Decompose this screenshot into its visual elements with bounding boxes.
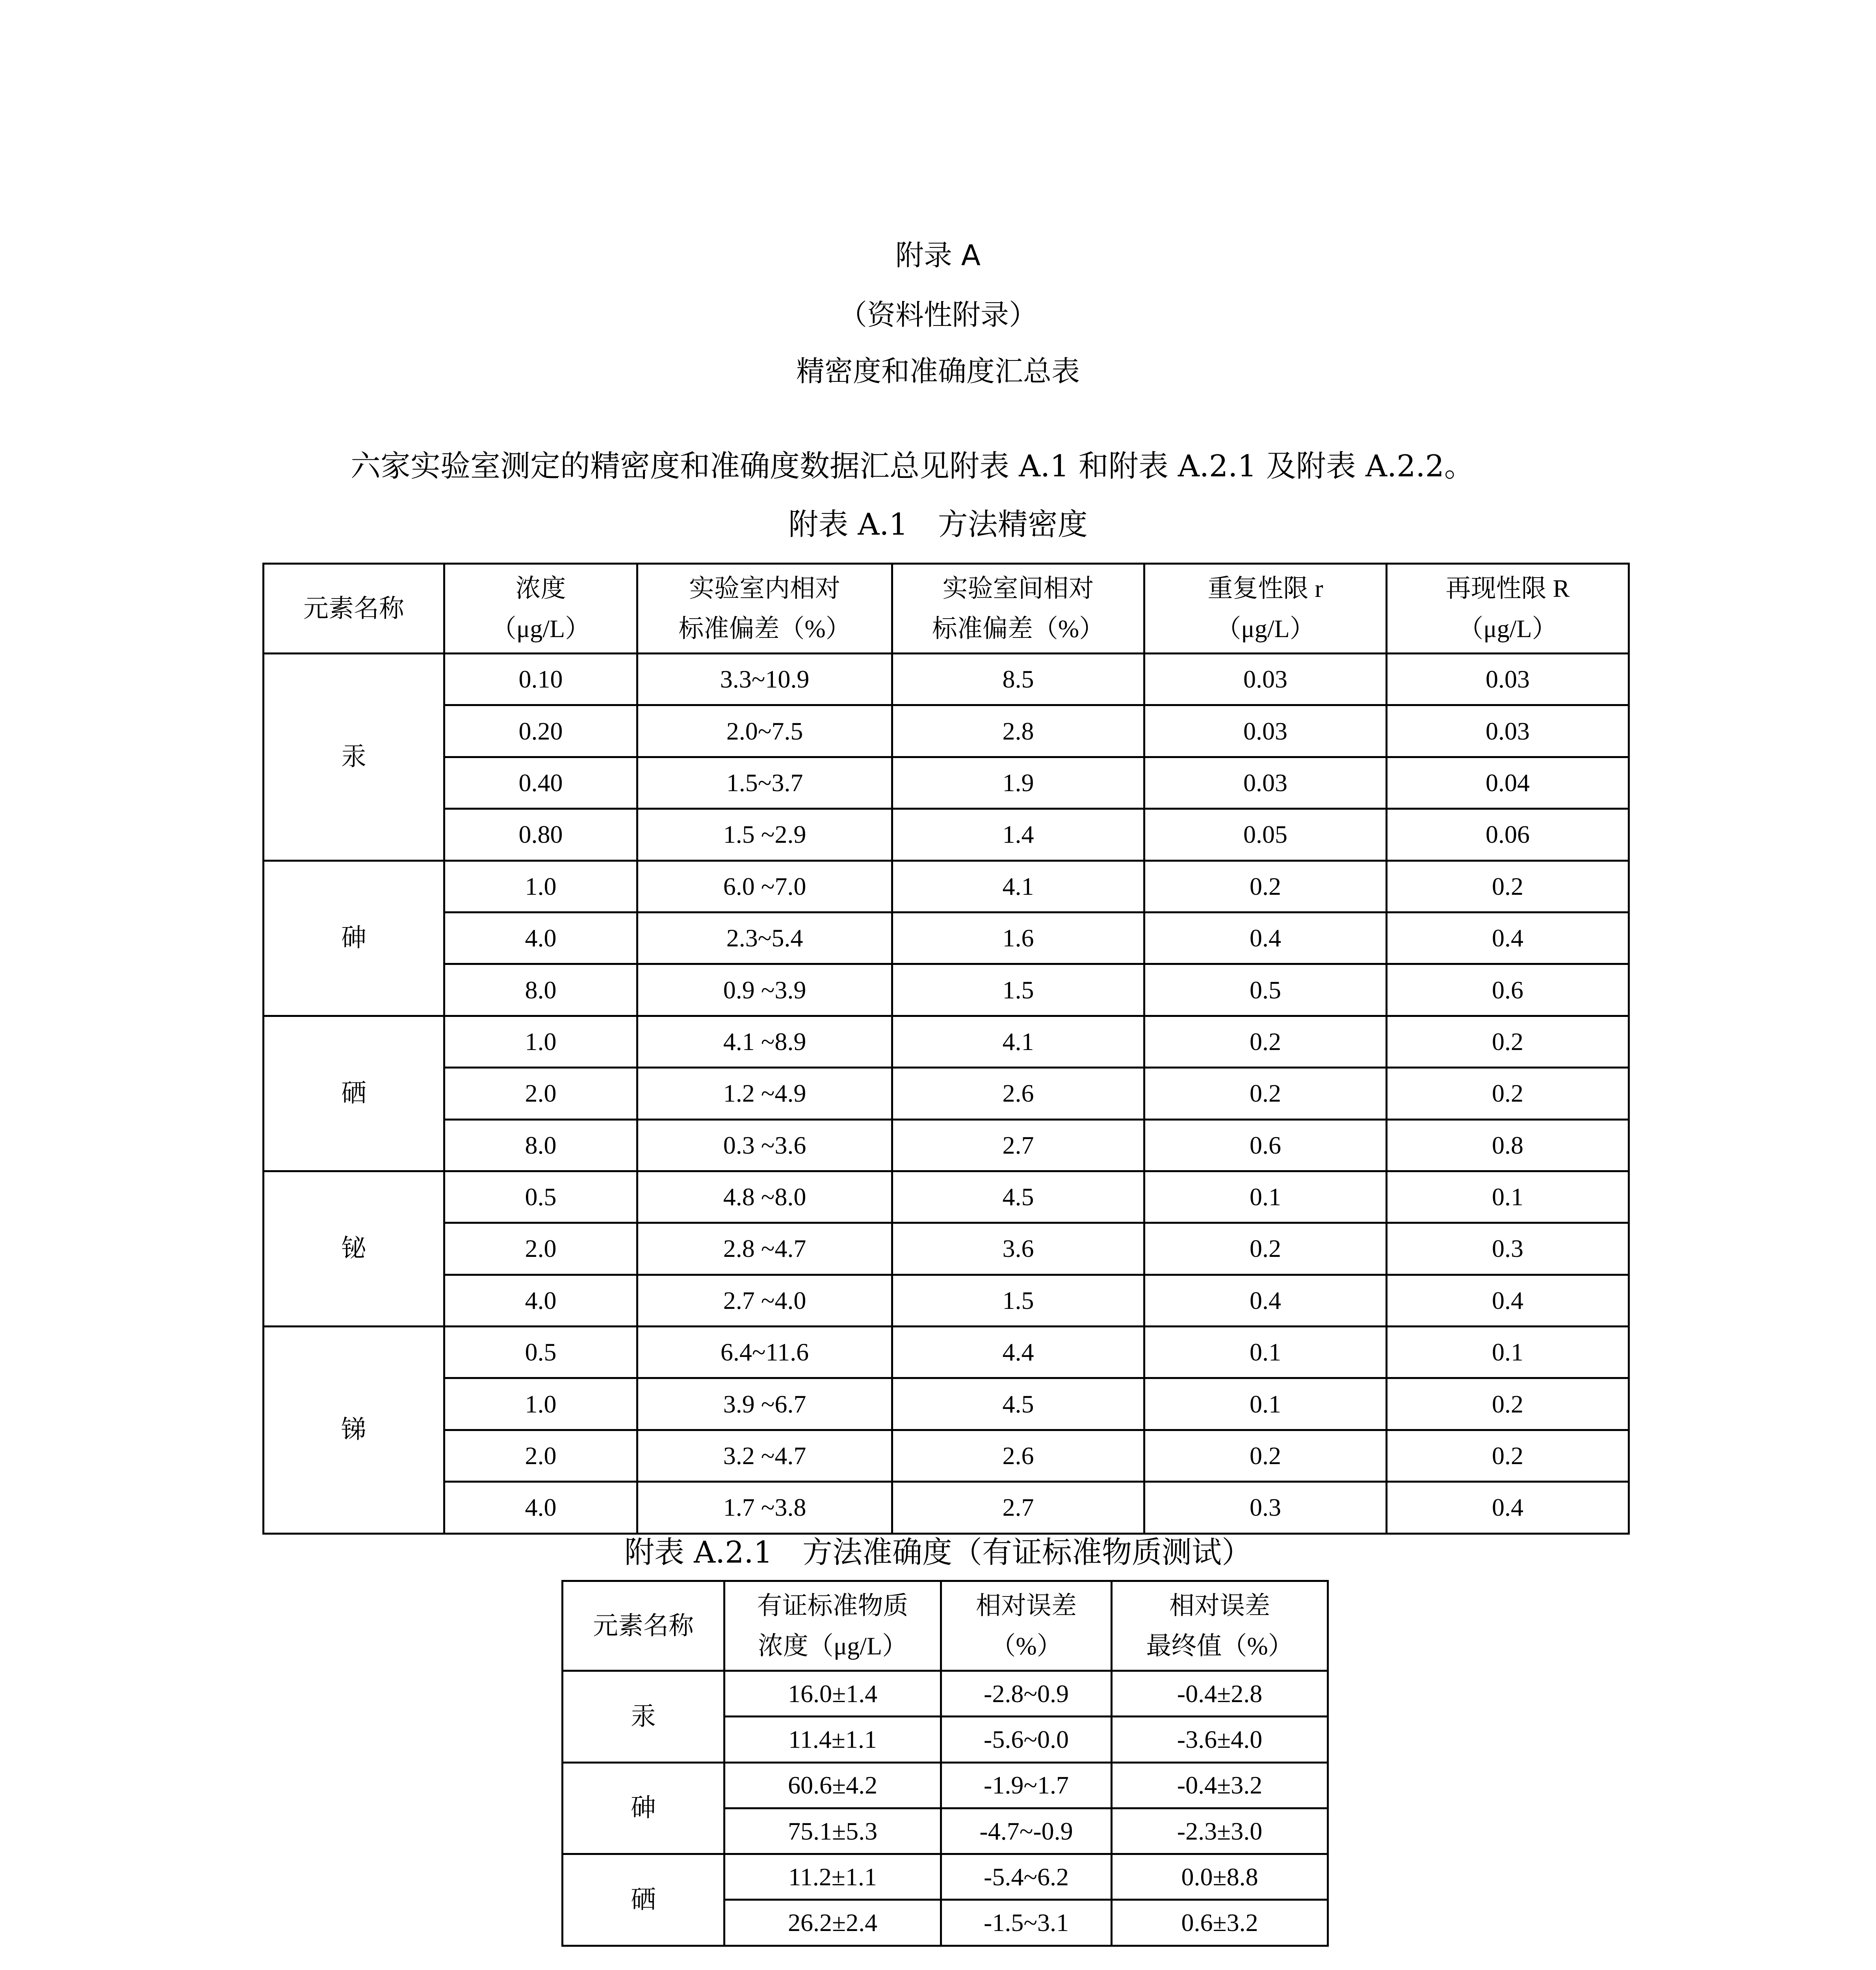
table-cell: 0.2: [1144, 1016, 1387, 1067]
table-cell: 11.2±1.1: [724, 1854, 941, 1900]
table-cell: 0.4: [1144, 912, 1387, 964]
table-cell: 0.3: [1144, 1482, 1387, 1533]
table-cell: 0.1: [1144, 1171, 1387, 1223]
table-cell: 3.6: [892, 1223, 1144, 1275]
table-cell: 0.10: [444, 654, 637, 705]
table-cell: 1.6: [892, 912, 1144, 964]
column-header-line: 相对误差: [976, 1591, 1077, 1620]
table-row: [264, 860, 1629, 912]
element-name-cell: 硒: [264, 1016, 444, 1171]
table-cell: 0.03: [1144, 757, 1387, 808]
table-cell: -1.9~1.7: [941, 1762, 1112, 1808]
column-header-line: （μg/L）: [1216, 614, 1315, 643]
table-row: [264, 809, 1629, 860]
table-header-row: [264, 564, 1629, 654]
table-a21-caption: 附表 A.2.1 方法准确度（有证标准物质测试）: [624, 1535, 1252, 1570]
table-cell: 2.0: [444, 1068, 637, 1119]
table-cell: 1.0: [444, 1016, 637, 1067]
column-header: [563, 1581, 724, 1671]
table-cell: 2.3~5.4: [637, 912, 892, 964]
table-cell: -5.4~6.2: [941, 1854, 1112, 1900]
table-cell: 1.5: [892, 964, 1144, 1016]
column-header-line: 相对误差: [1169, 1591, 1270, 1620]
table-row: [264, 1327, 1629, 1378]
table-cell: 0.1: [1144, 1378, 1387, 1430]
table-cell: 4.4: [892, 1327, 1144, 1378]
column-header: [892, 564, 1144, 654]
precision-table: [262, 563, 1630, 1535]
element-name-cell: 砷: [264, 860, 444, 1016]
column-header-line: 标准偏差（%）: [932, 614, 1105, 643]
element-name-cell: 铋: [264, 1171, 444, 1326]
table-cell: 2.0: [444, 1223, 637, 1275]
column-header-line: 有证标准物质: [757, 1591, 908, 1620]
table-cell: 8.5: [892, 654, 1144, 705]
table-a1-caption: 附表 A.1 方法精密度: [788, 507, 1088, 542]
table-cell: 1.7 ~3.8: [637, 1482, 892, 1533]
table-cell: 0.80: [444, 809, 637, 860]
element-name-cell: 汞: [563, 1671, 724, 1763]
element-name-cell: 汞: [264, 654, 444, 861]
table-cell: 0.04: [1387, 757, 1629, 808]
table-row: [264, 1068, 1629, 1119]
table-cell: 2.6: [892, 1068, 1144, 1119]
table-cell: 4.0: [444, 912, 637, 964]
table-cell: 11.4±1.1: [724, 1717, 941, 1762]
table-cell: 0.2: [1387, 1068, 1629, 1119]
table-cell: 2.7 ~4.0: [637, 1275, 892, 1326]
table-cell: 4.0: [444, 1482, 637, 1533]
appendix-title: 附录 A: [895, 239, 981, 272]
element-name-cell: 砷: [563, 1762, 724, 1854]
table-cell: 4.5: [892, 1378, 1144, 1430]
table-cell: 0.40: [444, 757, 637, 808]
table-cell: -2.8~0.9: [941, 1671, 1112, 1717]
column-header: [1112, 1581, 1328, 1671]
table-cell: 2.7: [892, 1482, 1144, 1533]
table-cell: 0.2: [1144, 860, 1387, 912]
table-row: [264, 1275, 1629, 1326]
table-cell: 0.2: [1144, 1430, 1387, 1481]
table-row: [264, 1171, 1629, 1223]
column-header: [444, 564, 637, 654]
table-cell: 0.03: [1144, 705, 1387, 757]
table-cell: 8.0: [444, 964, 637, 1016]
table-cell: 1.4: [892, 809, 1144, 860]
table-cell: 4.0: [444, 1275, 637, 1326]
table-cell: 6.0 ~7.0: [637, 860, 892, 912]
table-row: [264, 1223, 1629, 1275]
table-cell: 0.5: [444, 1327, 637, 1378]
table-cell: 0.5: [1144, 964, 1387, 1016]
table-cell: 0.1: [1387, 1171, 1629, 1223]
table-cell: 1.5: [892, 1275, 1144, 1326]
table-cell: 0.6: [1387, 964, 1629, 1016]
table-cell: -1.5~3.1: [941, 1900, 1112, 1946]
table-cell: 1.0: [444, 860, 637, 912]
table-row: [264, 757, 1629, 808]
table-row: [563, 1671, 1328, 1717]
table-cell: 4.1: [892, 1016, 1144, 1067]
table-row: [264, 912, 1629, 964]
table-cell: 3.9 ~6.7: [637, 1378, 892, 1430]
table-cell: 75.1±5.3: [724, 1808, 941, 1854]
table-row: [563, 1854, 1328, 1900]
intro-paragraph: 六家实验室测定的精密度和准确度数据汇总见附表 A.1 和附表 A.2.1 及附表 A.2.2。: [351, 448, 1475, 483]
column-header-line: 重复性限 r: [1207, 574, 1323, 602]
table-cell: 0.2: [1387, 1378, 1629, 1430]
table-cell: 0.2: [1387, 1016, 1629, 1067]
table-cell: 0.2: [1144, 1068, 1387, 1119]
table-cell: 0.06: [1387, 809, 1629, 860]
table-cell: 0.4: [1387, 1482, 1629, 1533]
column-header-line: （μg/L）: [491, 614, 591, 643]
column-header-line: 最终值（%）: [1146, 1632, 1293, 1660]
table-cell: 0.4: [1387, 912, 1629, 964]
column-header: [724, 1581, 941, 1671]
table-cell: 1.0: [444, 1378, 637, 1430]
column-header-line: 浓度（μg/L）: [758, 1632, 908, 1660]
table-cell: 2.6: [892, 1430, 1144, 1481]
table-cell: 0.4: [1144, 1275, 1387, 1326]
column-header: [264, 564, 444, 654]
table-cell: -5.6~0.0: [941, 1717, 1112, 1762]
table-header-row: [563, 1581, 1328, 1671]
table-cell: 3.2 ~4.7: [637, 1430, 892, 1481]
table-cell: 0.20: [444, 705, 637, 757]
table-cell: -2.3±3.0: [1112, 1808, 1328, 1854]
column-header: [941, 1581, 1112, 1671]
table-row: [264, 1016, 1629, 1067]
table-cell: 0.2: [1387, 1430, 1629, 1481]
table-cell: 8.0: [444, 1119, 637, 1171]
column-header-line: 元素名称: [593, 1611, 694, 1640]
table-row: [264, 1119, 1629, 1171]
table-cell: 60.6±4.2: [724, 1762, 941, 1808]
table-cell: 0.03: [1387, 705, 1629, 757]
table-row: [264, 1482, 1629, 1533]
column-header: [1387, 564, 1629, 654]
table-cell: 0.3 ~3.6: [637, 1119, 892, 1171]
table-cell: 2.0~7.5: [637, 705, 892, 757]
column-header-line: 实验室间相对: [942, 574, 1094, 602]
table-row: [264, 654, 1629, 705]
table-cell: 0.4: [1387, 1275, 1629, 1326]
table-cell: 16.0±1.4: [724, 1671, 941, 1717]
table-cell: 1.9: [892, 757, 1144, 808]
appendix-subtitle: 精密度和准确度汇总表: [796, 355, 1080, 388]
table-cell: -0.4±3.2: [1112, 1762, 1328, 1808]
table-row: [563, 1762, 1328, 1808]
table-cell: 0.05: [1144, 809, 1387, 860]
column-header-line: （μg/L）: [1458, 614, 1557, 643]
column-header-line: 实验室内相对: [689, 574, 840, 602]
table-cell: 1.2 ~4.9: [637, 1068, 892, 1119]
table-cell: 4.8 ~8.0: [637, 1171, 892, 1223]
crm-accuracy-table: [561, 1580, 1329, 1947]
table-cell: 2.7: [892, 1119, 1144, 1171]
table-cell: 2.8: [892, 705, 1144, 757]
table-cell: 3.3~10.9: [637, 654, 892, 705]
column-header-line: 再现性限 R: [1445, 574, 1570, 602]
table-cell: 4.1 ~8.9: [637, 1016, 892, 1067]
table-cell: 0.03: [1387, 654, 1629, 705]
table-cell: 1.5~3.7: [637, 757, 892, 808]
column-header-line: 标准偏差（%）: [678, 614, 851, 643]
table-cell: 26.2±2.4: [724, 1900, 941, 1946]
table-cell: 0.2: [1387, 860, 1629, 912]
column-header-line: （%）: [990, 1632, 1062, 1660]
table-cell: 0.9 ~3.9: [637, 964, 892, 1016]
table-cell: 6.4~11.6: [637, 1327, 892, 1378]
table-cell: 0.2: [1144, 1223, 1387, 1275]
table-cell: 0.03: [1144, 654, 1387, 705]
table-cell: 2.0: [444, 1430, 637, 1481]
element-name-cell: 锑: [264, 1327, 444, 1534]
table-cell: -3.6±4.0: [1112, 1717, 1328, 1762]
table-cell: 0.1: [1144, 1327, 1387, 1378]
table-cell: 2.8 ~4.7: [637, 1223, 892, 1275]
table-cell: 0.5: [444, 1171, 637, 1223]
table-row: [264, 1378, 1629, 1430]
table-cell: 0.3: [1387, 1223, 1629, 1275]
column-header: [1144, 564, 1387, 654]
table-cell: -4.7~-0.9: [941, 1808, 1112, 1854]
table-cell: 4.5: [892, 1171, 1144, 1223]
table-cell: 0.0±8.8: [1112, 1854, 1328, 1900]
table-cell: 1.5 ~2.9: [637, 809, 892, 860]
column-header: [637, 564, 892, 654]
column-header-line: 浓度: [515, 574, 566, 602]
column-header-line: 元素名称: [303, 594, 404, 623]
appendix-type: （资料性附录）: [838, 298, 1037, 331]
element-name-cell: 硒: [563, 1854, 724, 1946]
table-cell: 0.6: [1144, 1119, 1387, 1171]
table-row: [264, 1430, 1629, 1481]
table-cell: 0.1: [1387, 1327, 1629, 1378]
table-cell: 0.8: [1387, 1119, 1629, 1171]
table-row: [264, 705, 1629, 757]
table-cell: 0.6±3.2: [1112, 1900, 1328, 1946]
table-cell: -0.4±2.8: [1112, 1671, 1328, 1717]
table-cell: 4.1: [892, 860, 1144, 912]
table-row: [264, 964, 1629, 1016]
